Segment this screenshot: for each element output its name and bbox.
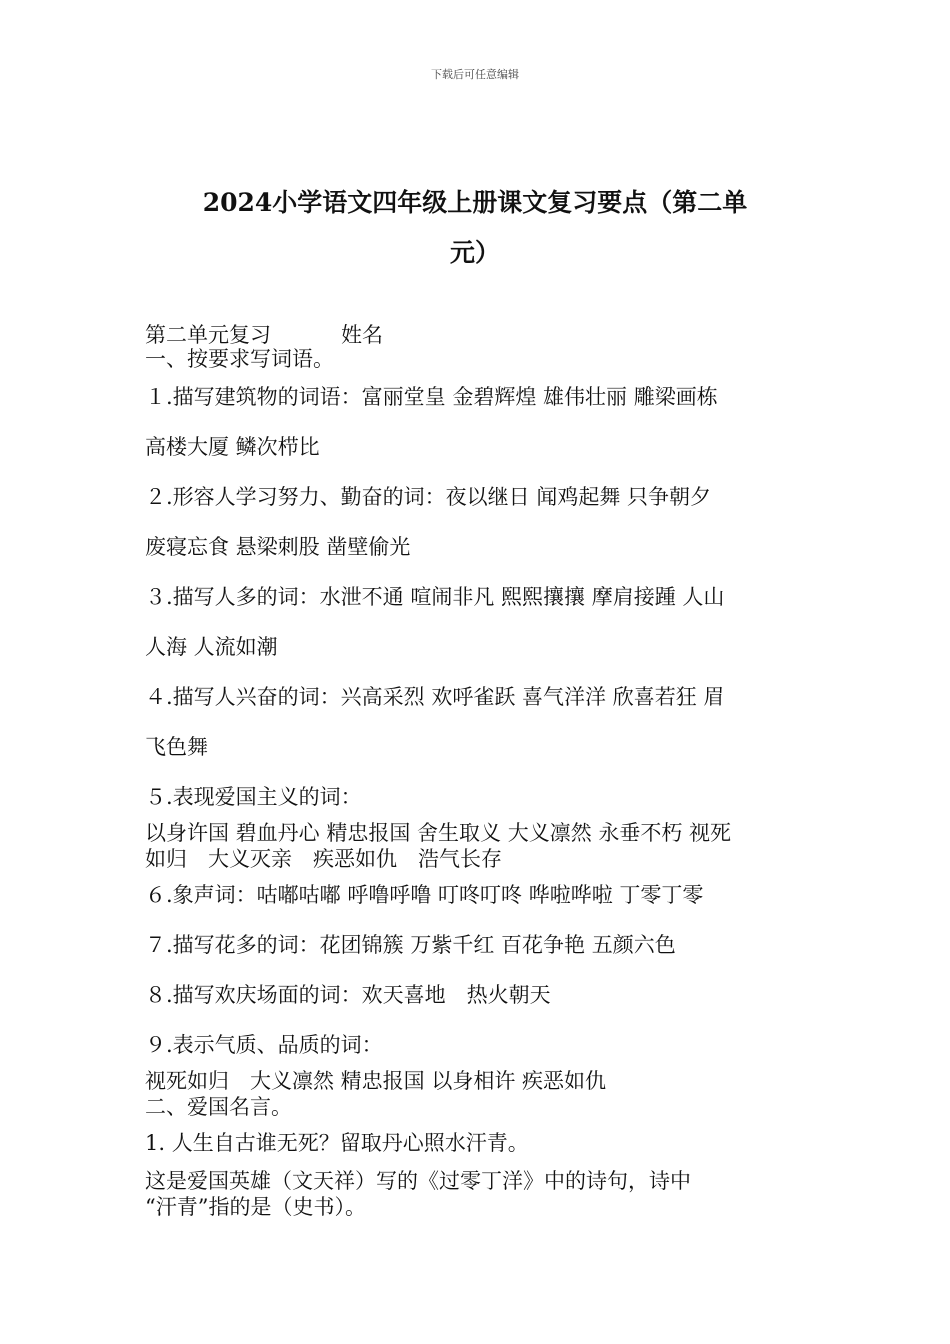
- title-line-1: 2024小学语文四年级上册课文复习要点（第二单: [202, 188, 748, 217]
- item-8-line: ８.描写欢庆场面的词：欢天喜地 热火朝天: [145, 983, 551, 1007]
- item-4-line-b: 飞色舞: [145, 735, 208, 759]
- item-9-heading: ９.表示气质、品质的词：: [145, 1033, 383, 1057]
- item-3-line-a: ３.描写人多的词：水泄不通 喧闹非凡 熙熙攘攘 摩肩接踵 人山: [145, 585, 725, 609]
- section-1-heading: 一、按要求写词语。: [145, 347, 334, 371]
- item-6-line: ６.象声词：咕嘟咕嘟 呼噜呼噜 叮咚叮咚 哗啦哗啦 丁零丁零: [145, 883, 704, 907]
- item-4-line-a: ４.描写人兴奋的词：兴高采烈 欢呼雀跃 喜气洋洋 欣喜若狂 眉: [145, 685, 725, 709]
- item-2-line-b: 废寝忘食 悬梁刺股 凿壁偷光: [145, 535, 411, 559]
- item-1-line-a: １.描写建筑物的词语：富丽堂皇 金碧辉煌 雄伟壮丽 雕梁画栋: [145, 385, 718, 409]
- item-7-line: ７.描写花多的词：花团锦簇 万紫千红 百花争艳 五颜六色: [145, 933, 676, 957]
- item-1-line-b: 高楼大厦 鳞次栉比: [145, 435, 320, 459]
- title-line-2: 元）: [449, 238, 500, 267]
- section-2-heading: 二、爱国名言。: [145, 1095, 292, 1119]
- quote-1: 1. 人生自古谁无死？留取丹心照水汗青。: [145, 1131, 529, 1155]
- item-3-line-b: 人海 人流如潮: [145, 635, 278, 659]
- name-label: 姓名: [341, 323, 383, 347]
- item-5-heading: ５.表现爱国主义的词：: [145, 785, 362, 809]
- document-title: [140, 178, 810, 278]
- quote-1-note-b: “汗青”指的是（史书）。: [145, 1195, 366, 1219]
- item-2-line-a: ２.形容人学习努力、勤奋的词：夜以继日 闻鸡起舞 只争朝夕: [145, 485, 712, 509]
- unit-name-row: [145, 322, 815, 348]
- item-5-line-b: 如归 大义灭亲 疾恶如仇 浩气长存: [145, 847, 502, 871]
- item-5-line-a: 以身许国 碧血丹心 精忠报国 舍生取义 大义凛然 永垂不朽 视死: [145, 821, 732, 845]
- item-9-line-a: 视死如归 大义凛然 精忠报国 以身相许 疾恶如仇: [145, 1069, 607, 1093]
- page-header: 下载后可任意编辑: [431, 68, 519, 81]
- quote-1-note-a: 这是爱国英雄（文天祥）写的《过零丁洋》中的诗句，诗中: [145, 1169, 691, 1193]
- unit-label: 第二单元复习: [145, 323, 271, 347]
